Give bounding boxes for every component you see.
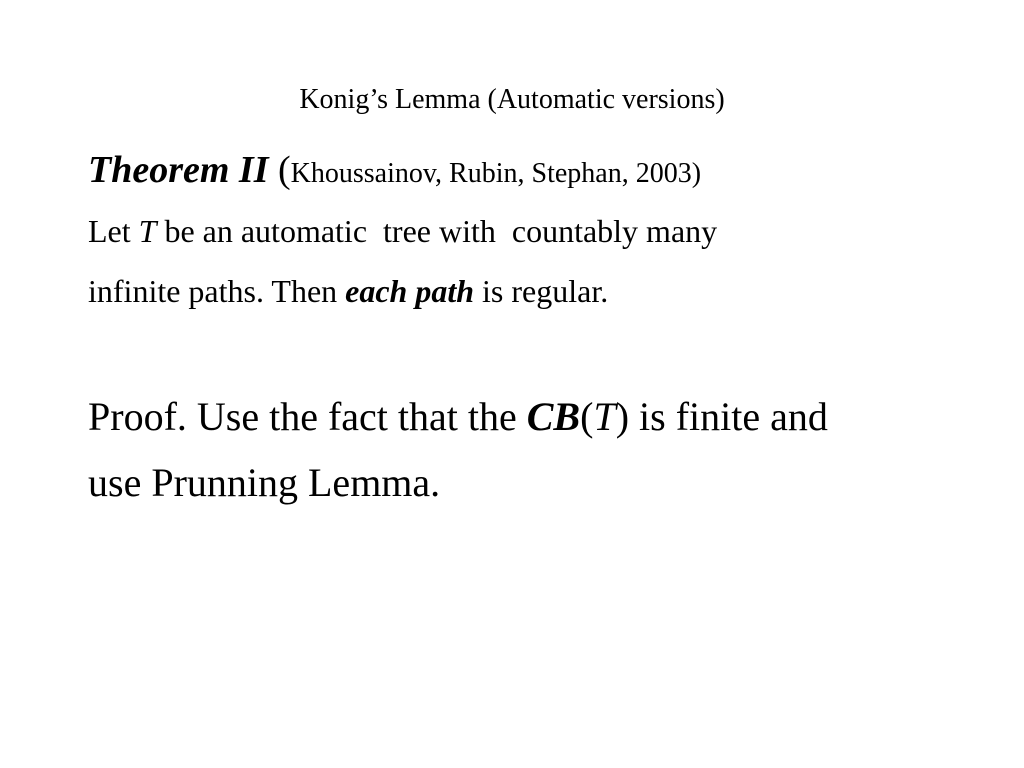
theorem-heading xyxy=(88,146,701,198)
proof-tree-symbol: T xyxy=(593,394,616,439)
proof-line-2: use Prunning Lemma. xyxy=(88,460,441,505)
statement-text: be an automatic tree with countably many xyxy=(156,213,718,249)
theorem-name: Theorem II xyxy=(88,149,269,191)
theorem-open-paren: ( xyxy=(268,149,291,191)
statement-text: infinite paths. Then xyxy=(88,273,346,309)
proof-line-1 xyxy=(88,392,828,442)
proof-text: Proof. Use the fact that the xyxy=(88,394,527,439)
statement-emphasis: each path xyxy=(345,273,475,309)
statement-text: Let xyxy=(88,213,139,249)
statement-line-1 xyxy=(88,211,717,251)
proof-cb-symbol: CB xyxy=(526,394,581,439)
statement-line-2 xyxy=(88,271,608,311)
statement-tree-symbol: T xyxy=(138,213,157,249)
slide-title: Konig’s Lemma (Automatic versions) xyxy=(299,84,725,115)
theorem-authors: Khoussainov, Rubin, Stephan, 2003) xyxy=(290,158,702,189)
proof-paren: ( xyxy=(580,394,594,439)
statement-text: is regular. xyxy=(474,273,609,309)
proof-text: ) is finite and xyxy=(615,394,828,439)
